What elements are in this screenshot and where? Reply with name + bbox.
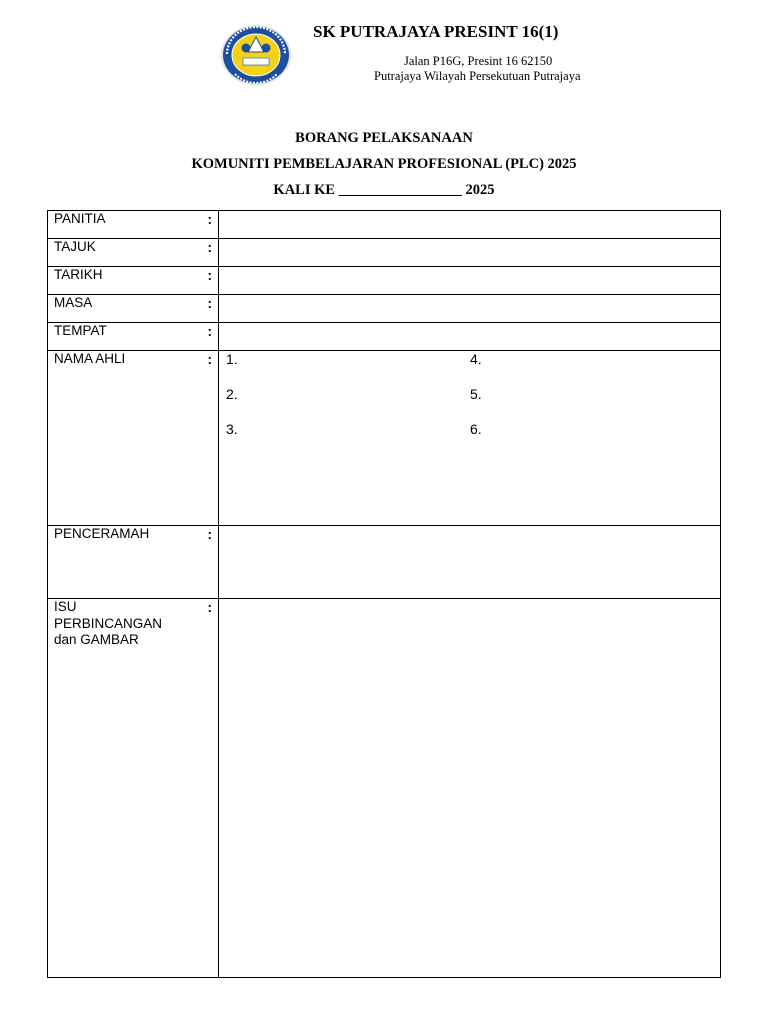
tarikh-field[interactable] — [219, 267, 721, 295]
form-label-cell — [48, 211, 219, 239]
member-number: 2. — [226, 386, 238, 402]
form-row-tempat — [48, 323, 721, 351]
masa-field[interactable] — [219, 295, 721, 323]
form-row-masa — [48, 295, 721, 323]
form-row-nama-ahli — [48, 351, 721, 526]
form-label — [54, 599, 162, 649]
tajuk-field[interactable] — [219, 239, 721, 267]
member-number: 1. — [226, 351, 238, 367]
tempat-field[interactable] — [219, 323, 721, 351]
form-colon: : — [207, 324, 212, 339]
form-label-line: dan GAMBAR — [54, 632, 139, 647]
form-row-tajuk — [48, 239, 721, 267]
member-number: 4. — [470, 351, 482, 367]
form-label-cell — [48, 526, 219, 599]
form-colon: : — [207, 296, 212, 311]
form-row-panitia — [48, 211, 721, 239]
form-label: MASA — [54, 295, 93, 310]
session-line: KALI KE _________________ 2025 — [273, 182, 495, 198]
member-number: 3. — [226, 421, 238, 437]
form-colon: : — [207, 527, 212, 542]
form-label: TAJUK — [54, 239, 96, 254]
form-colon: : — [207, 352, 212, 367]
form-row-tarikh — [48, 267, 721, 295]
form-label-cell — [48, 267, 219, 295]
form-colon: : — [207, 268, 212, 283]
school-name: SK PUTRAJAYA PRESINT 16(1) — [313, 22, 559, 41]
form-label-cell — [48, 295, 219, 323]
form-label: TARIKH — [54, 267, 103, 282]
form-label-cell — [48, 239, 219, 267]
school-crest-logo-icon — [219, 24, 293, 86]
member-number: 6. — [470, 421, 482, 437]
form-label-cell — [48, 323, 219, 351]
form-label: PANITIA — [54, 211, 106, 226]
penceramah-field[interactable] — [219, 526, 721, 599]
form-colon: : — [207, 240, 212, 255]
form-label: TEMPAT — [54, 323, 107, 338]
member-number: 5. — [470, 386, 482, 402]
members-field[interactable] — [219, 351, 721, 526]
address-line-2: Putrajaya Wilayah Persekutuan Putrajaya — [374, 69, 581, 83]
form-label: NAMA AHLI — [54, 351, 126, 366]
form-label-line: ISU — [54, 599, 77, 614]
form-colon: : — [207, 600, 212, 615]
form-row-penceramah — [48, 526, 721, 599]
panitia-field[interactable] — [219, 211, 721, 239]
form-label-line: PERBINCANGAN — [54, 615, 163, 631]
form-colon: : — [207, 212, 212, 227]
form-subtitle: KOMUNITI PEMBELAJARAN PROFESIONAL (PLC) 2025 — [191, 156, 577, 172]
form-label-cell — [48, 599, 219, 978]
form-label-cell — [48, 351, 219, 526]
form-title: BORANG PELAKSANAAN — [295, 130, 473, 146]
address-line-1: Jalan P16G, Presint 16 62150 — [404, 54, 553, 68]
form-row-isu — [48, 599, 721, 978]
isu-field[interactable] — [219, 599, 721, 978]
form-table — [47, 210, 721, 978]
form-label: PENCERAMAH — [54, 526, 150, 541]
